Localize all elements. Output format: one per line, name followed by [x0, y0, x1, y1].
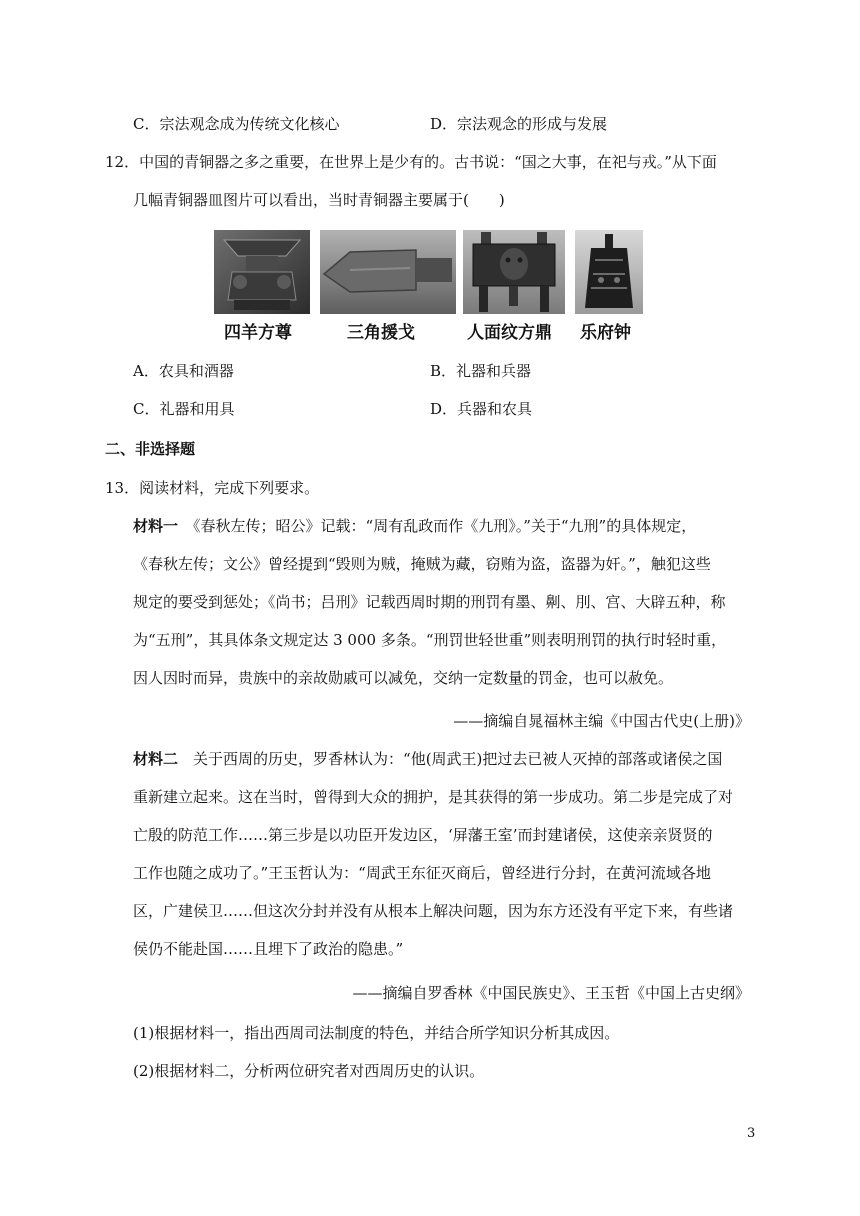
- q12-option-a: A．农具和酒器: [133, 362, 234, 380]
- material2-line-6: 侯仍不能赴国……且埋下了政治的隐患。”: [133, 940, 404, 958]
- q13-sub1: (1)根据材料一，指出西周司法制度的特色，并结合所学知识分析其成因。: [133, 1024, 620, 1042]
- caption-bell: 乐府钟: [580, 323, 631, 343]
- material2-line-1: 材料二 关于西周的历史，罗香林认为：“他(周武王)把过去已被人灭掉的部落或诸侯之国: [133, 750, 723, 768]
- ding-cauldron-photo: [463, 230, 565, 314]
- material1-label: 材料一: [133, 517, 179, 535]
- q12-stem-line1: 12．中国的青铜器之多之重要，在世界上是少有的。古书说：“国之大事，在祀与戎。”从下面: [105, 153, 717, 171]
- material2-label: 材料二: [133, 750, 179, 768]
- material2-line-3: 亡殷的防范工作……第三步是以功臣开发边区，‘屏藩王室’而封建诸侯，这使亲亲贤贤的: [133, 826, 713, 844]
- bell-photo: [575, 230, 643, 314]
- material2-line-2: 重新建立起来。这在当时，曾得到大众的拥护，是其获得的第一步成功。第二步是完成了对: [133, 788, 734, 806]
- material1-line-4: 为“五刑”，其具体条文规定达 3 000 多条。“刑罚世轻世重”则表明刑罚的执行时轻时重，: [133, 631, 727, 649]
- material1-source: ——摘编自晁福林主编《中国古代史(上册)》: [453, 712, 750, 730]
- material1-line-2: 《春秋左传；文公》曾经提到“毁则为贼，掩贼为藏，窃贿为盗，盗器为奸。”，触犯这些: [133, 555, 711, 573]
- q12-stem-line2: 几幅青铜器皿图片可以看出，当时青铜器主要属于( ): [133, 191, 505, 209]
- material1-line-1: 材料一 《春秋左传；昭公》记载：“周有乱政而作《九刑》。”关于“九刑”的具体规定，: [133, 517, 697, 535]
- ge-dagger-axe-photo: [320, 230, 456, 314]
- zun-vessel-photo: [214, 230, 310, 314]
- caption-zun: 四羊方尊: [224, 323, 292, 343]
- q11-option-c: C．宗法观念成为传统文化核心: [133, 115, 340, 133]
- page-number: 3: [747, 1126, 756, 1141]
- q11-option-d: D．宗法观念的形成与发展: [430, 115, 608, 133]
- q13-sub2: (2)根据材料二，分析两位研究者对西周历史的认识。: [133, 1062, 485, 1080]
- q13-stem: 13．阅读材料，完成下列要求。: [105, 479, 320, 497]
- caption-ge: 三角援戈: [347, 323, 415, 343]
- material2-line-5: 区，广建侯卫……但这次分封并没有从根本上解决问题，因为东方还没有平定下来，有些诸: [133, 902, 734, 920]
- material1-line-5: 因人因时而异，贵族中的亲故勋戚可以减免，交纳一定数量的罚金，也可以赦免。: [133, 669, 674, 687]
- material2-line-4: 工作也随之成功了。”王玉哲认为：“周武王东征灭商后，曾经进行分封，在黄河流域各地: [133, 864, 711, 882]
- q12-option-d: D．兵器和农具: [430, 400, 533, 418]
- material1-line-3: 规定的要受到惩处；《尚书；吕刑》记载西周时期的刑罚有墨、劓、刖、宫、大辟五种，称: [133, 593, 726, 611]
- section-title: 二、非选择题: [105, 440, 196, 458]
- material2-source: ——摘编自罗香林《中国民族史》、王玉哲《中国上古史纲》: [352, 984, 750, 1002]
- q12-option-b: B．礼器和兵器: [430, 362, 532, 380]
- caption-ding: 人面纹方鼎: [467, 323, 552, 343]
- q12-option-c: C．礼器和用具: [133, 400, 235, 418]
